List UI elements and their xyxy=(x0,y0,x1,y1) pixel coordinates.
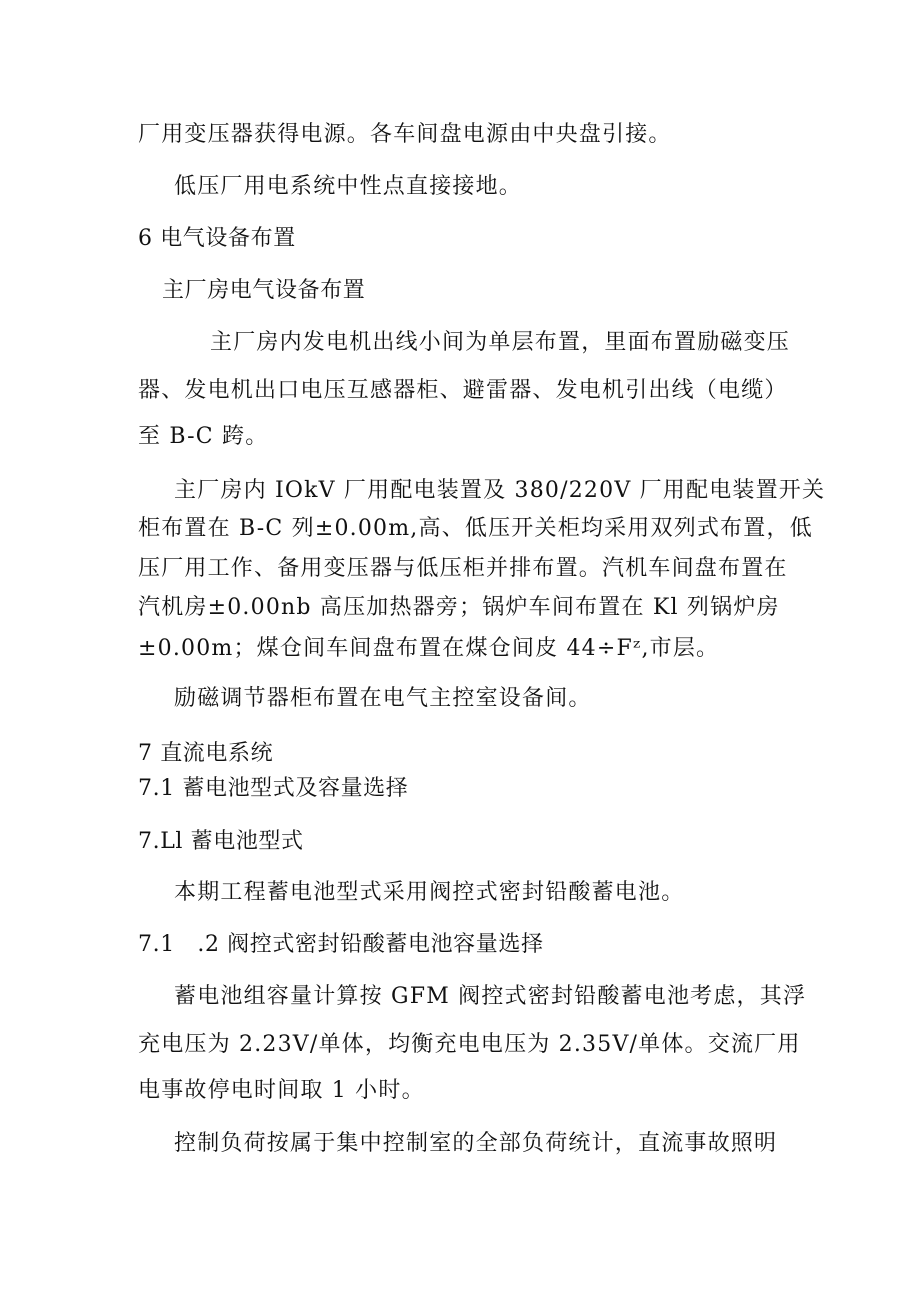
subsection-heading: 主厂房电气设备布置 xyxy=(162,278,366,303)
paragraph-line: 压厂用工作、备用变压器与低压柜并排布置。汽机车间盘布置在 xyxy=(138,556,788,581)
paragraph-line: 至 B-C 跨。 xyxy=(138,424,269,449)
subsection-heading: 7.1 蓄电池型式及容量选择 xyxy=(138,776,409,801)
paragraph-line: 本期工程蓄电池型式采用阀控式密封铅酸蓄电池。 xyxy=(174,880,685,905)
paragraph-line: 控制负荷按属于集中控制室的全部负荷统计，直流事故照明 xyxy=(174,1131,778,1156)
paragraph-line: 充电压为 2.23V/单体，均衡充电电压为 2.35V/单体。交流厂用 xyxy=(138,1032,801,1057)
section-heading: 7 直流电系统 xyxy=(138,741,274,766)
paragraph-line: 蓄电池组容量计算按 GFM 阀控式密封铅酸蓄电池考虑，其浮 xyxy=(174,984,807,1009)
paragraph-line: 主厂房内 IOkV 厂用配电装置及 380/220V 厂用配电装置开关 xyxy=(174,478,826,503)
subsection-heading: 7.1 .2 阀控式密封铅酸蓄电池容量选择 xyxy=(138,932,544,957)
paragraph-line: 电事故停电时间取 1 小时。 xyxy=(138,1078,425,1103)
paragraph-line: 器、发电机出口电压互感器柜、避雷器、发电机引出线（电缆） xyxy=(138,378,788,403)
paragraph-line: 柜布置在 B-C 列±0.00m,高、低压开关柜均采用双列式布置，低 xyxy=(138,516,813,541)
paragraph-line: 主厂房内发电机出线小间为单层布置，里面布置励磁变压 xyxy=(210,330,791,355)
paragraph-line: 励磁调节器柜布置在电气主控室设备间。 xyxy=(174,686,592,711)
paragraph-line: 厂用变压器获得电源。各车间盘电源由中央盘引接。 xyxy=(138,122,672,147)
section-heading: 6 电气设备布置 xyxy=(138,226,296,251)
subsection-heading: 7.Ll 蓄电池型式 xyxy=(138,829,304,854)
paragraph-line: 汽机房±0.00nb 高压加热器旁；锅炉车间布置在 Kl 列锅炉房 xyxy=(138,595,780,620)
paragraph-line: ±0.00m；煤仓间车间盘布置在煤仓间皮 44÷Fᶻ,市层。 xyxy=(138,636,720,661)
paragraph-line: 低压厂用电系统中性点直接接地。 xyxy=(174,174,523,199)
